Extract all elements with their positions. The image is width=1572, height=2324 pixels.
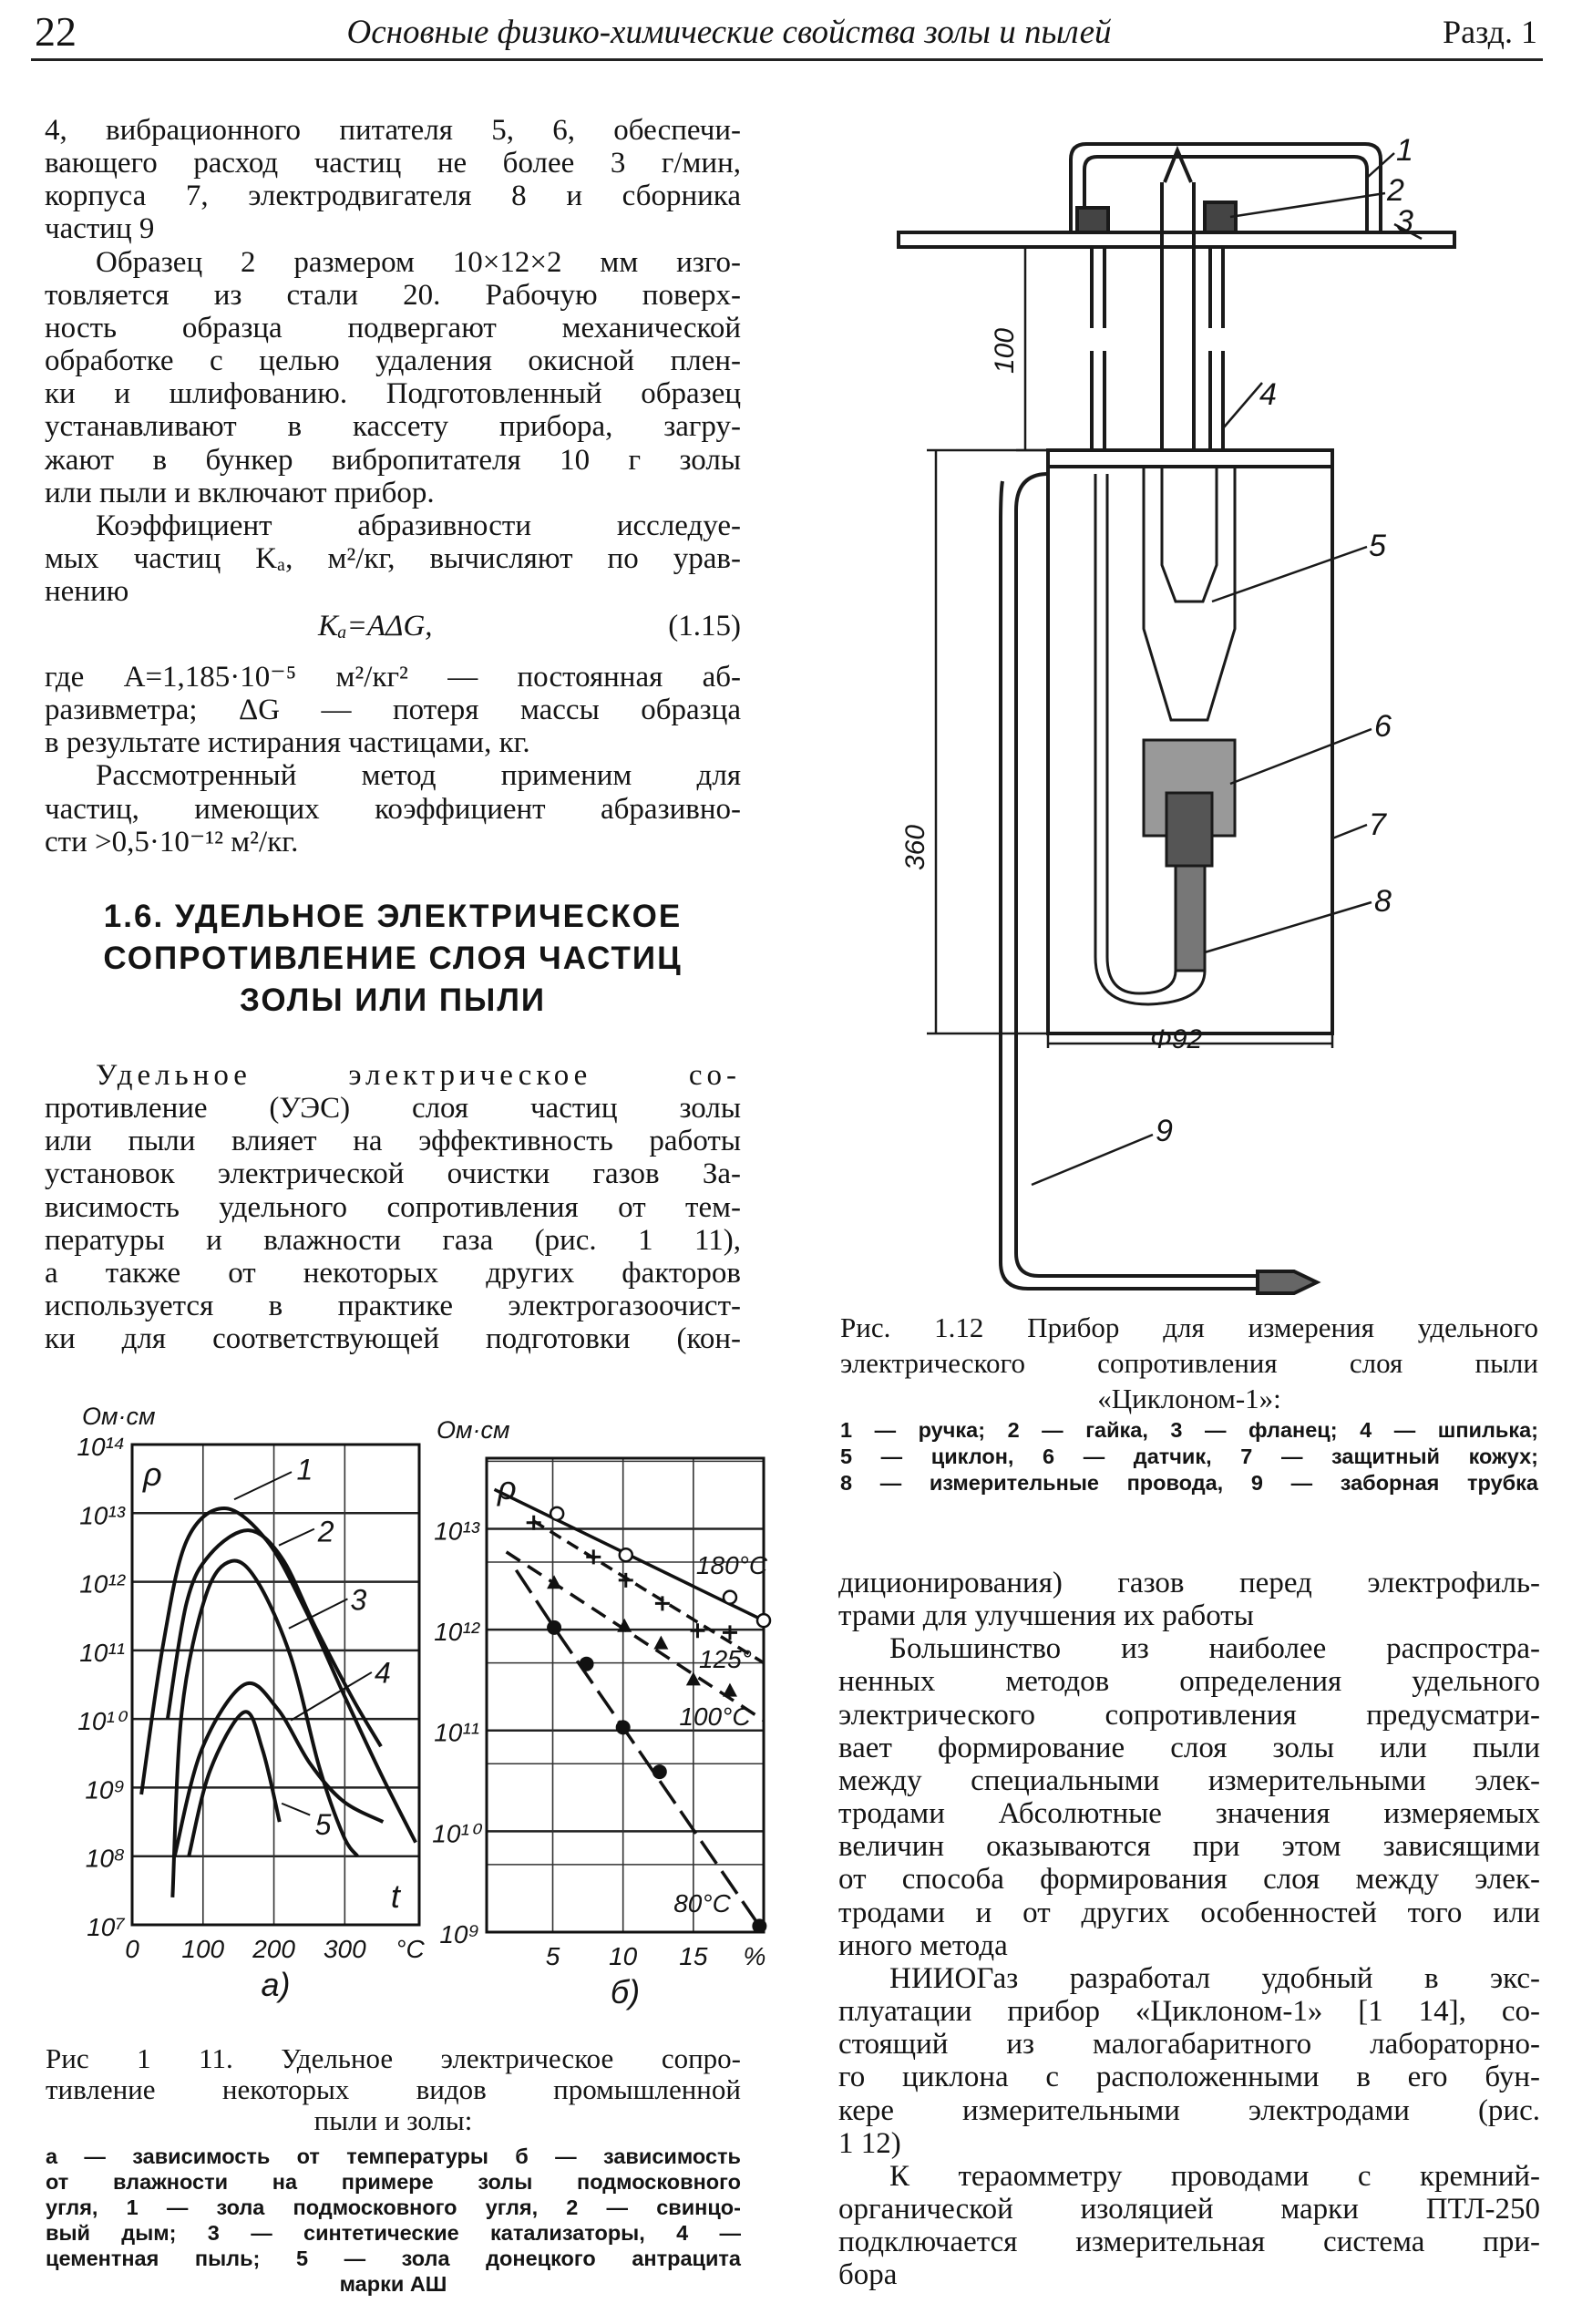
- x-tick-label: 0: [125, 1935, 139, 1963]
- text-line: где A=1,185·10⁻⁵ м²/кг² — постоянная аб-: [45, 661, 741, 694]
- text-line: вый дым; 3 — синтетические катализаторы, 4 —: [46, 2221, 741, 2245]
- y-tick-label: 10¹³: [434, 1517, 479, 1546]
- text-line: в результате истирания частицами, кг.: [45, 726, 530, 760]
- y-tick-label: 10¹⁴: [77, 1433, 125, 1461]
- y-tick-label: 10⁸: [85, 1844, 125, 1873]
- text-line: а — зависимость от температуры б — зависимость: [46, 2144, 741, 2168]
- rho-symbol: ρ: [498, 1469, 517, 1506]
- text-line: плуатации прибор «Циклоном-1» [1 14], со-: [838, 1995, 1540, 2029]
- series-label: 100°C: [679, 1702, 751, 1732]
- text-line: К тераомметру проводами с кремний-: [889, 2159, 1540, 2193]
- series-label: 80°C: [673, 1888, 731, 1918]
- text-line: го циклона с расположенными в его бун-: [838, 2061, 1540, 2094]
- data-point: [620, 1548, 632, 1561]
- text-line: ки и шлифованию. Подготовленный образец: [45, 377, 741, 411]
- data-point: [757, 1614, 770, 1627]
- text-line: диционирования) газов перед электрофиль-: [838, 1567, 1540, 1599]
- t-symbol: t: [390, 1877, 400, 1916]
- text-line: 4, вибрационного питателя 5, 6, обеспечи-: [45, 114, 741, 147]
- panel-label: а): [261, 1966, 291, 2003]
- data-point: [547, 1620, 561, 1635]
- y-tick-label: 10⁹: [439, 1920, 479, 1949]
- curve-label-2: 2: [317, 1515, 334, 1548]
- y-tick-label: 10¹⁰: [432, 1819, 479, 1848]
- text-line: 1 12): [838, 2126, 901, 2160]
- curve-label-5: 5: [314, 1807, 332, 1841]
- data-point: [550, 1507, 563, 1520]
- apparatus-labels: [900, 133, 1413, 1148]
- casing-lid: [1048, 450, 1332, 467]
- text-line: мых частиц Kₐ, м²/кг, вычисляют по урав-: [45, 542, 741, 576]
- apparatus-diagram: [899, 144, 1454, 1293]
- nut-2-left: [1077, 208, 1108, 232]
- dimension-100: [1016, 247, 1075, 450]
- flange-3: [899, 232, 1454, 247]
- text-line: НИИОГаз разработал удобный в экс-: [889, 1961, 1540, 1995]
- y-tick-label: 10¹²: [79, 1569, 125, 1599]
- curve-label-4: 4: [375, 1656, 391, 1690]
- x-unit-label: °C: [396, 1935, 425, 1963]
- text-line: электрического сопротивления предусматри-: [838, 1698, 1540, 1732]
- text-line: ненных методов определения удельного: [838, 1665, 1540, 1699]
- curve-leader-line: [289, 1599, 348, 1628]
- text-line: цементная пыль; 5 — зола донецкого антрацита: [46, 2247, 741, 2270]
- text-line: иного метода: [838, 1928, 1008, 1962]
- text-line: Удельное электрическое со-: [96, 1059, 741, 1092]
- part-label-5: 5: [1369, 529, 1386, 563]
- y-tick-label: 10⁷: [87, 1913, 125, 1941]
- text-line: СОПРОТИВЛЕНИЕ СЛОЯ ЧАСТИЦ: [103, 941, 683, 976]
- text-line: кере измерительными электродами (рис.: [838, 2093, 1540, 2127]
- part-label-8: 8: [1374, 884, 1392, 919]
- curve-leader-line: [282, 1804, 310, 1815]
- equation-formula: Kₐ=AΔG,: [318, 610, 433, 643]
- part-label-3: 3: [1396, 204, 1413, 239]
- panel-label: б): [610, 1973, 641, 2010]
- text-line: от способа формирования слоя между элек-: [838, 1863, 1540, 1897]
- text-line: частиц, имеющих коэффициент абразивно-: [45, 792, 741, 826]
- text-line: ЗОЛЫ ИЛИ ПЫЛИ: [239, 982, 547, 1018]
- y-unit-label: Ом·см: [82, 1403, 156, 1430]
- curve-leader-line: [279, 1529, 314, 1546]
- text-line: электрического сопротивления слоя пыли: [840, 1347, 1538, 1379]
- text-line: ки для соответствующей подготовки (кон-: [45, 1322, 741, 1356]
- y-tick-label: 10¹³: [79, 1501, 125, 1530]
- text-line: товляется из стали 20. Рабочую поверх-: [45, 278, 741, 312]
- dimension-360: [927, 450, 1048, 1033]
- text-line: 8 — измерительные провода, 9 — заборная трубка: [840, 1471, 1538, 1495]
- data-point: [723, 1683, 737, 1697]
- x-tick-label: 100: [181, 1935, 225, 1963]
- text-line: 1 — ручка; 2 — гайка, 3 — фланец; 4 — шпилька;: [840, 1418, 1538, 1442]
- chart-temperature: [77, 1403, 425, 2003]
- x-unit-label: %: [743, 1942, 766, 1970]
- text-line: нению: [45, 575, 129, 609]
- x-tick-label: 10: [609, 1942, 638, 1970]
- text-line: сти >0,5·10⁻¹² м²/кг.: [45, 825, 299, 859]
- text-line: или пыли влияет на эффективность работы: [45, 1125, 741, 1158]
- curve-label-1: 1: [296, 1453, 313, 1486]
- part-label-4: 4: [1259, 377, 1277, 412]
- text-line: обработке с целью удаления окисной плен-: [45, 344, 741, 378]
- y-tick-label: 10⁹: [85, 1775, 125, 1805]
- text-line: 1.6. УДЕЛЬНОЕ ЭЛЕКТРИЧЕСКОЕ: [103, 899, 683, 934]
- text-line: пыли и золы:: [313, 2104, 473, 2136]
- part-label-2: 2: [1387, 173, 1404, 208]
- section-label: Разд. 1: [1443, 14, 1537, 50]
- text-line: величин оказываются при этом зависящими: [838, 1830, 1540, 1864]
- x-tick-label: 15: [679, 1942, 708, 1970]
- text-line: марки АШ: [339, 2272, 447, 2296]
- text-line: частиц 9: [45, 212, 155, 246]
- curve-label-3: 3: [350, 1583, 367, 1617]
- text-line: между специальными измерительными элек-: [838, 1764, 1540, 1797]
- text-line: висимость удельного сопротивления от тем-: [45, 1190, 741, 1224]
- intake-tube-9: [1001, 474, 1258, 1289]
- text-line: или пыли и включают прибор.: [45, 476, 435, 509]
- text-line: вающего расход частиц не более 3 г/мин,: [45, 147, 741, 180]
- chart-humidity: [432, 1416, 770, 2010]
- series-label: 125°: [699, 1645, 752, 1674]
- text-line: тивление некоторых видов промышленной: [46, 2073, 741, 2105]
- equation-number: (1.15): [668, 610, 741, 643]
- y-tick-label: 10¹¹: [434, 1718, 479, 1747]
- text-line: устанавливают в кассету прибора, загру-: [45, 410, 741, 444]
- y-tick-label: 10¹¹: [79, 1638, 125, 1667]
- series-curve-3: [172, 1561, 357, 1897]
- central-tube: [1162, 150, 1194, 456]
- part-label-6: 6: [1374, 709, 1392, 744]
- text-line: ность образца подвергают механической: [45, 311, 741, 344]
- dimension-diameter-label: Ф92: [1150, 1024, 1203, 1054]
- text-line: от влажности на примере золы подмосковного: [46, 2170, 741, 2194]
- text-line: органической изоляцией марки ПТЛ-250: [838, 2192, 1540, 2226]
- x-tick-label: 300: [323, 1935, 366, 1963]
- part-label-9: 9: [1156, 1114, 1173, 1148]
- text-line: бора: [838, 2258, 898, 2292]
- text-line: Рассмотренный метод применим для: [96, 759, 741, 793]
- text-line: а также от некоторых других факторов: [45, 1256, 741, 1290]
- running-title: Основные физико-химические свойства золы и пылей: [346, 14, 1112, 51]
- text-line: подключается измерительная система при-: [838, 2226, 1540, 2259]
- text-line: корпуса 7, электродвигателя 8 и сборника: [45, 180, 741, 213]
- text-line: «Циклоном-1»:: [1097, 1383, 1281, 1414]
- y-unit-label: Ом·см: [437, 1416, 510, 1444]
- sensor-6-core: [1166, 793, 1212, 866]
- text-line: Рис. 1.12 Прибор для измерения удельного: [840, 1311, 1538, 1343]
- text-line: тродами и от других особенностей того или: [838, 1896, 1540, 1929]
- dimension-100-label: 100: [990, 327, 1020, 374]
- text-line: установок электрической очистки газов За-: [45, 1157, 741, 1191]
- x-tick-label: 200: [252, 1935, 295, 1963]
- text-line: Образец 2 размером 10×12×2 мм изго-: [96, 245, 741, 279]
- rho-symbol: ρ: [143, 1455, 162, 1493]
- series-label: 180°C: [695, 1551, 768, 1580]
- intake-nozzle: [1258, 1271, 1317, 1293]
- data-point: [690, 1623, 704, 1638]
- text-line: жают в бункер вибропитателя 10 г золы: [45, 443, 741, 477]
- y-tick-label: 10¹⁰: [77, 1707, 125, 1736]
- text-line: вает формирование слоя золы или пыли: [838, 1731, 1540, 1764]
- page-number: 22: [35, 8, 77, 55]
- spindle-4-left: [1092, 247, 1105, 451]
- text-line: разивметра; ΔG — потеря массы образца: [45, 694, 741, 727]
- text-line: стоящий из малогабаритного лабораторно-: [838, 2028, 1540, 2062]
- part-label-7: 7: [1369, 807, 1386, 842]
- data-point: [652, 1764, 667, 1779]
- text-line: тродами Абсолютные значения измеряемых: [838, 1797, 1540, 1831]
- text-line: трами для улучшения их работы: [838, 1599, 1254, 1633]
- part-label-1: 1: [1396, 133, 1413, 168]
- dimension-360-label: 360: [900, 824, 930, 870]
- data-point: [724, 1591, 736, 1604]
- cyclone-5: [1144, 467, 1235, 720]
- text-line: 5 — циклон, 6 — датчик, 7 — защитный кожух;: [840, 1445, 1538, 1468]
- data-point: [547, 1575, 561, 1589]
- curve-leader-line: [234, 1472, 292, 1499]
- y-tick-label: 10¹²: [434, 1618, 479, 1647]
- data-point: [616, 1720, 631, 1734]
- text-line: Рис 1 11. Удельное электрическое сопро-: [46, 2042, 741, 2074]
- measuring-wires-8: [1176, 866, 1205, 971]
- x-tick-label: 5: [545, 1942, 560, 1970]
- text-line: используется в практике электрогазоочист-: [45, 1290, 741, 1323]
- data-point: [580, 1657, 594, 1671]
- data-point: [752, 1918, 766, 1933]
- text-line: пературы и влажности газа (рис. 1 11),: [45, 1223, 741, 1257]
- data-point: [653, 1636, 668, 1650]
- text-line: Большинство из наиболее распростра-: [889, 1632, 1540, 1666]
- spindle-4-right: [1210, 247, 1223, 451]
- text-line: угля, 1 — зола подмосковного угля, 2 — свинцо-: [46, 2195, 741, 2219]
- text-line: Коэффициент абразивности исследуе-: [96, 509, 741, 542]
- text-line: противление (УЭС) слоя частиц золы: [45, 1092, 741, 1126]
